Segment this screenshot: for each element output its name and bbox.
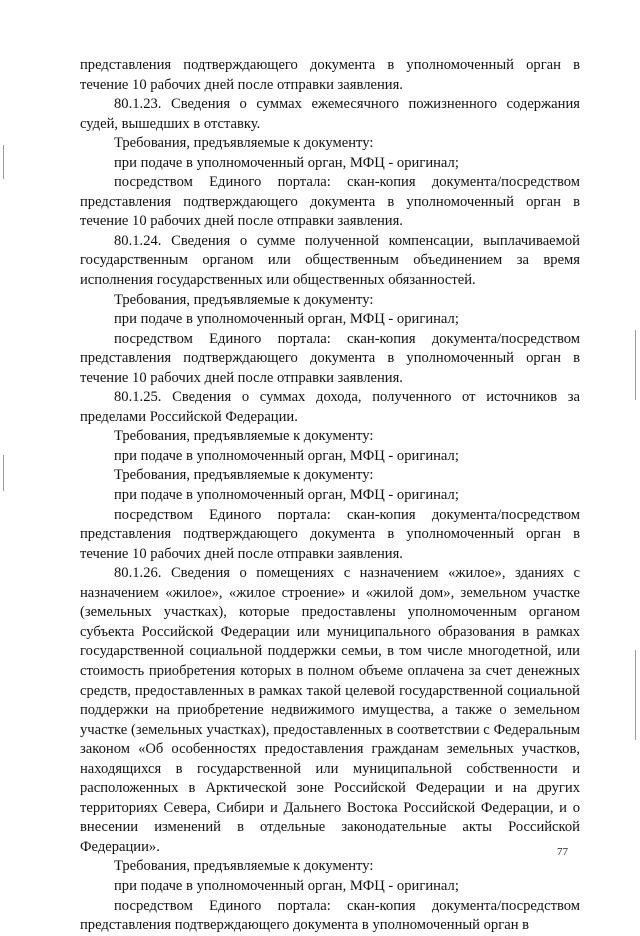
paragraph-requirements: Требования, предъявляемые к документу: — [114, 467, 374, 484]
paragraph-requirements: Требования, предъявляемые к документу: — [114, 291, 374, 308]
paragraph-item-80-1-24: 80.1.24. Сведения о сумме полученной компенсации, выплачиваемой государственным органом или общественным объединением за время исполнения государственных или общественных обязанностей. — [80, 232, 580, 289]
paragraph-portal: посредством Единого портала: скан-копия документа/посредством представления подтверждающего документа в уполномоченный орган в — [80, 897, 580, 934]
paragraph-portal: посредством Единого портала: скан-копия документа/посредством представления подтверждающего документа в уполномоченный орган в течение 10 рабочих дней после отправки заявления. — [80, 330, 580, 386]
paragraph-mfc-original: при подаче в уполномоченный орган, МФЦ - оригинал; — [114, 311, 459, 328]
paragraph-continuation: представления подтверждающего документа в уполномоченный орган в течение 10 рабочих дней после отправки заявления. — [80, 57, 580, 93]
paragraph-mfc-original: при подаче в уполномоченный орган, МФЦ - оригинал; — [114, 154, 459, 171]
scan-edge-mark — [3, 455, 4, 491]
paragraph-mfc-original: при подаче в уполномоченный орган, МФЦ - оригинал; — [114, 487, 459, 504]
paragraph-item-80-1-26: 80.1.26. Сведения о помещениях с назначением «жилое», зданиях с назначением «жилое», «жилое строение» и «жилой дом», земельном участке (земельных участках), которые предоставлены уполномоченным органом субъекта Российской Федерации или муниципального образования в рамках государственной социальной поддержки семьи, в том числе многодетной, или стоимость приобретения которых в полном объеме оплачена за счет денежных средств, предоставленных в рамках такой целевой государственной социальной поддержки на приобретение недвижимого имущества, а также о земельном участке (земельных участках), предоставленных в соответствии с Федеральным законом «Об особенностях предоставления гражданам земельных участков, находящихся в государственной или муниципальной собственности и расположенных в Арктической зоне Российской Федерации и на других территориях Севера, Сибири и Дальнего Востока Российской Федерации, и о внесении изменений в отдельные законодательные акты Российской Федерации». — [80, 565, 580, 855]
page-number: 77 — [557, 846, 568, 858]
scan-edge-mark — [635, 330, 636, 400]
paragraph-requirements: Требования, предъявляемые к документу: — [114, 135, 374, 152]
paragraph-item-80-1-23: 80.1.23. Сведения о суммах ежемесячного пожизненного содержания судей, вышедших в отставку. — [80, 96, 580, 132]
document-body — [80, 56, 580, 936]
paragraph-portal: посредством Единого портала: скан-копия документа/посредством представления подтверждающего документа в уполномоченный орган в течение 10 рабочих дней после отправки заявления. — [80, 174, 580, 230]
paragraph-mfc-original: при подаче в уполномоченный орган, МФЦ - оригинал; — [114, 447, 459, 464]
paragraph-mfc-original: при подаче в уполномоченный орган, МФЦ - оригинал; — [114, 877, 459, 894]
scan-edge-mark — [3, 145, 4, 179]
paragraph-requirements: Требования, предъявляемые к документу: — [114, 858, 374, 875]
paragraph-item-80-1-25: 80.1.25. Сведения о суммах дохода, полученного от источников за пределами Российской Федерации. — [80, 389, 580, 425]
paragraph-requirements: Требования, предъявляемые к документу: — [114, 428, 374, 445]
scan-edge-mark — [635, 650, 636, 740]
paragraph-portal: посредством Единого портала: скан-копия документа/посредством представления подтверждающего документа в уполномоченный орган в течение 10 рабочих дней после отправки заявления. — [80, 506, 580, 562]
